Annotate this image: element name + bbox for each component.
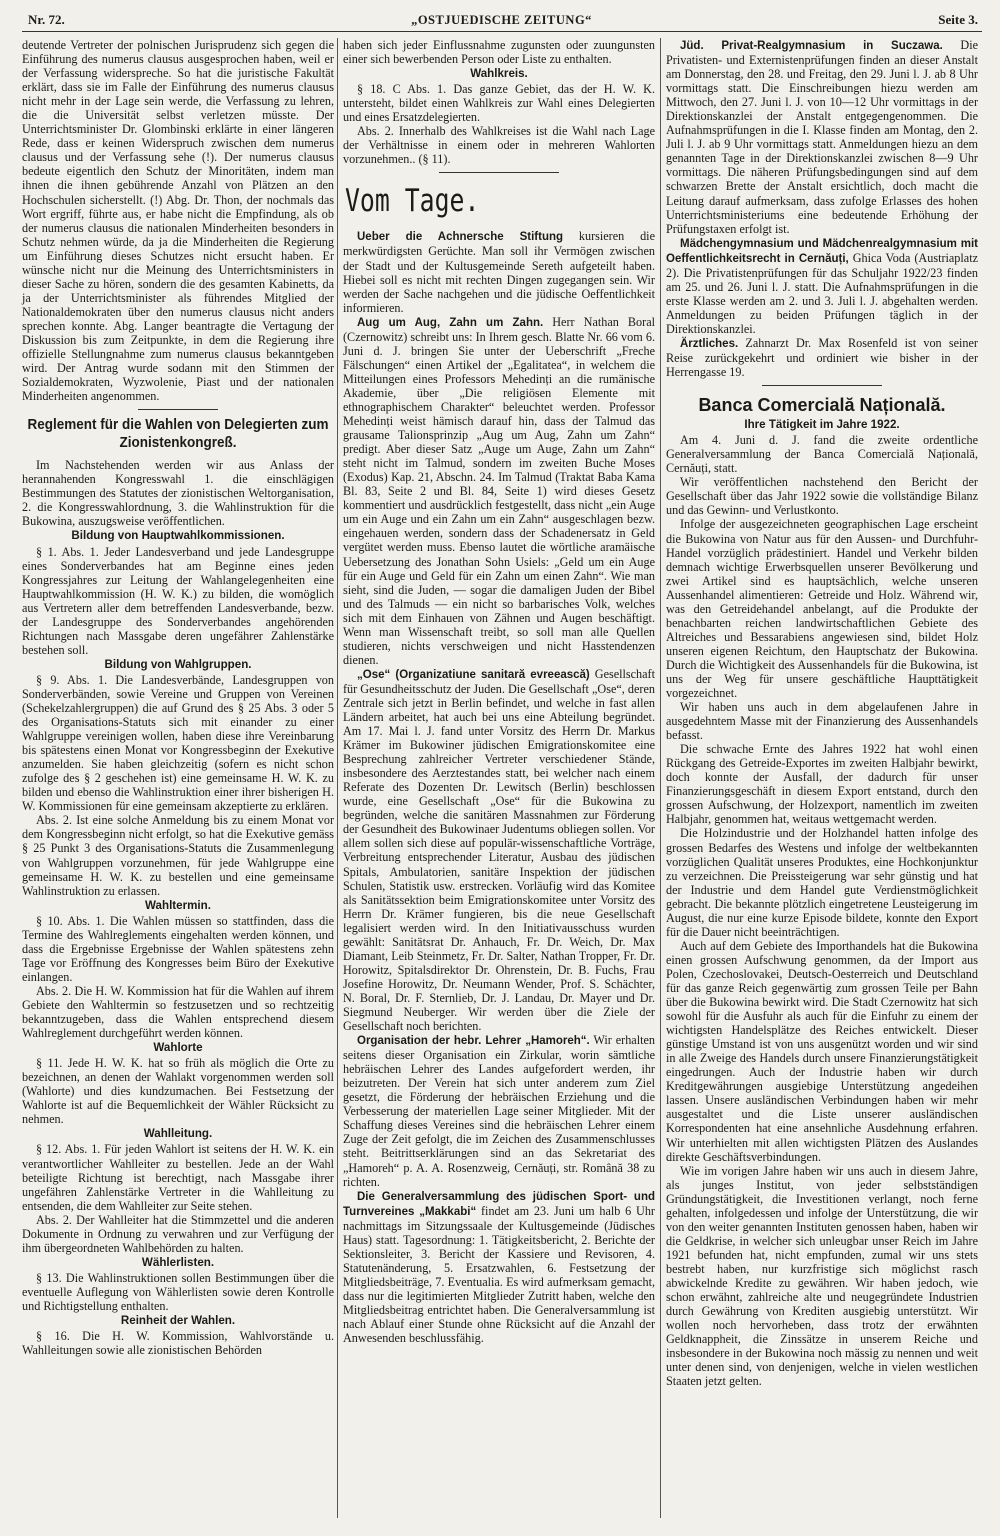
article-paragraph <box>666 1164 978 1389</box>
article-paragraph <box>22 1056 334 1126</box>
paragraph-text: § 9. Abs. 1. Die Landesverbände, Landesgruppen von Sonderverbänden, sowie Vereine und Gruppen von Vereinen (Schekelzahlergruppen) die auf Grund des § 25 Abs. 3 oder 5 des Organisations-Statuts sich mit einander zu einer Wahlgruppe vereinigen wollen, haben diese ihre Vereinbarung bis spätestens einen Monat vor Kongressbeginn der Exekutive anzumelden. Sie haben gleichzeitig (sofern es nicht schon zufolge des § 2 geschehen ist) eine gemeinsame H. W. K. zu bilden und ebenso die Wahlinstruktion einer ihrer bisherigen H. W. Kommissionen für eine gemeinsam akzeptierte zu erklären. <box>22 672 334 814</box>
article-headline-lead: Mädchengymnasium und Mädchenrealgymnasium mit Oeffentlichkeitsrecht in Cernăuți, <box>666 237 978 265</box>
paragraph-text: Wir erhalten seitens dieser Organisation ein Zirkular, worin sämtliche hebräischen Lehrer des Landes aufgefordert werden, ihr beizutreten. Der Verein hat sich unter anderem zum Ziel gesetzt, die Förderung der hebräischen Erziehung und die Verbesserung der materiellen Lage seiner Mitglieder. Mit der Schaffung dieses Vereines sind die hebräischen Lehrer einem Zuge der Zeit gefolgt, die im Zeichen des Zusammenschlusses steht. Beitrittserklärungen sind an das Sekretariat des „Hamoreh“ p. A. A. Rosenzweig, Cernăuți, str. Română 38 zu richten. <box>343 1033 655 1189</box>
article-paragraph <box>22 458 334 528</box>
article-paragraph <box>343 1189 655 1346</box>
article-headline-lead: Ärztliches. <box>680 337 739 350</box>
paragraph-text: Auch auf dem Gebiete des Importhandels hat die Bukowina einen grossen Aufschwung genommen, da der Import aus Polen, Czechoslovakei, Deutsch-Oesterreich und Deutschland für das ganze Reich gegenwärtig zum grossen Teile per Bahn über die Bukowina bewirkt wird. Die Stadt Czernowitz hat sich sowohl für die Ausfuhr als auch für die Einfuhr zu einem der wichtigsten Handelsplätze des Reiches entwickelt. Dieser günstige Umstand ist von uns ausgenützt worden und wir sind in alle Zweige des Handels durch unsere Finanzierungstätigkeit eingedrungen. Auch der Industrie haben wir durch Kreditgewährungen ausgiebige Unterstützung angedeihen lassen. Unsere ausländischen Verbindungen haben wir mehr ausgestaltet und die Liste unserer ausländischen Korrespondenten hat eine ansehnliche Ausdehnung erfahren. Wir unterhielten mit allen wichtigsten Plätzen des Auslandes direkte Geschäftsverbindungen. <box>666 938 978 1164</box>
paragraph-text: Zahnarzt Dr. Max Rosenfeld ist von seiner Reise zurückgekehrt und ordiniert wie bisher in der Herrengasse 19. <box>666 335 978 380</box>
paragraph-text: haben sich jeder Einflussnahme zugunsten oder zuungunsten einer sich bewerbenden Person oder Liste zu enthalten. <box>343 38 655 67</box>
section-divider <box>762 385 882 386</box>
paragraph-text: kursieren die merkwürdigsten Gerüchte. Man soll ihr Vermögen zwischen der Stadt und der Kultusgemeinde Sereth aufgeteilt haben. Hiebei soll es nicht mit rechten Dingen zugegangen sein. Wir werden der Sache nachgehen und die jüdische Oeffentlichkeit informieren. <box>343 229 655 315</box>
paragraph-text: Am 4. Juni d. J. fand die zweite ordentliche Generalversammlung der Banca Comercială Națională, Cernăuți, statt. <box>666 433 978 476</box>
article-headline-lead: Organisation der hebr. Lehrer „Hamoreh“. <box>357 1035 590 1048</box>
article-paragraph <box>666 517 978 700</box>
section-divider <box>138 409 218 410</box>
paragraph-text: Abs. 2. Die H. W. Kommission hat für die Wahlen auf ihrem Gebiete den Wahltermin so festzusetzen und so rechtzeitig bekanntzugeben, dass die Wahlen entsprechend diesem Wahlreglement durchgeführt werden können. <box>22 983 334 1041</box>
section-subheading: Wählerlisten. <box>141 1255 215 1269</box>
section-subheading: Wahlkreis. <box>470 67 528 81</box>
paragraph-text: Herr Nathan Boral (Czernowitz) schreibt uns: In Ihrem gesch. Blatte Nr. 66 vom 6. Juni d. J. bringen Sie unter der Ueberschrift „Freche Fälschungen“ einen Artikel der „Egalitatea“, in welchem die Mitteilungen eines Professors Mehedinți an die rumänische Akademie, über „Die religiösen Elemente mit ethnographischem Charakter“ beleuchtet werden. Professor Mehedinți weist hämisch darauf hin, dass der Talmud das grausame Talionsprinzip „Aug um Aug, Zahn um Zahn“ predigt. Aber dieser Satz „Auge um Auge, Zahn um Zahn“ steht nicht im Talmud, sondern im zweiten Buche Moses (Exodus) Kap. 21, Abschn. 24. Im Talmud (Traktat Baba Kama Bl. 83, Seite 2 und Bl. 84, Seite 1) wird dieses Gesetz kommentiert und ausdrücklich festgestellt, dass nicht „ein Auge um ein Auge und ein Zahn um ein Zahn“ ausgeschlagen bezw. eingehauen werden, sondern dass der Schadenersatz in Geld vergütet werden muss. Ebenso lautet die wörtliche aramäische Uebersetzung des Jonathan Sohn Usiels: „Geld um ein Auge für ein Auge und Geld für ein Zahn um einen Zahn“. Wie man sieht, sind die Juden, — sogar die damaligen Juden der Bibel und des Talmuds — ein nicht so barbarisches Volk, welches sich mit dem Einhauen von Zähnen und Augen beschäftigt. Wenn man Wissenschaft treibt, so soll man alle Quellen studieren, nichts verschweigen und nicht Hasstendenzen dienen. <box>343 314 655 667</box>
article-paragraph <box>666 700 978 742</box>
article-headline-lead: Ueber die Achnersche Stiftung <box>357 231 564 244</box>
article-paragraph <box>343 38 655 66</box>
section-subheading: Wahlleitung. <box>143 1127 213 1141</box>
paragraph-text: Wir veröffentlichen nachstehend den Bericht der Gesellschaft über das Jahr 1922 sowie die vollständige Bilanz und das Gewinn- und Verlustkonto. <box>666 475 978 518</box>
article-paragraph <box>666 236 978 336</box>
section-subheading: Wahlorte <box>153 1041 203 1055</box>
section-subheading: Bildung von Wahlgruppen. <box>104 657 252 671</box>
paragraph-text: § 16. Die H. W. Kommission, Wahlvorstände u. Wahlleitungen sowie alle zionistischen Behörden <box>22 1329 334 1358</box>
article-headline-lead: „Ose“ (Organizatiune sanitară evreească) <box>357 668 590 681</box>
paragraph-text: Ghica Voda (Austriaplatz 2). Die Privatistenprüfungen für das Schuljahr 1922/23 finden am 25. und 26. Juni l. J. statt. Die Aufnahmsprüfungen in die erste Klasse werden am 2. und 3. Juli l. J. abgehalten werden. Anmeldungen zu beiden Prüfungen täglich in der Direktionskanzlei. <box>666 250 978 336</box>
paragraph-text: Abs. 2. Ist eine solche Anmeldung bis zu einem Monat vor dem Kongressbeginn nicht erfolgt, so hat die Exekutive gemäss § 25 Punkt 3 des Organisations-Statuts die Zusammenlegung von Wahlgruppen vorzunehmen, für jede Wahlgruppe eine gemeinsame H. W. K. zu bestellen und eine gemeinsame Wahlinstruktion zu erlassen. <box>22 813 334 898</box>
article-paragraph <box>666 742 978 826</box>
section-subheading: Ihre Tätigkeit im Jahre 1922. <box>744 418 900 432</box>
paragraph-text: Gesellschaft für Gesundheitsschutz der Juden. Die Gesellschaft „Ose“, deren Zentrale sich jetzt in Berlin befindet, und welche in fast allen Ländern arbeitet, hat auch bei uns eine Abteilung begründet. Am 17. Mai l. J. fand unter Vorsitz des Herrn Dr. Markus Krämer im Bukowiner jüdischen Emigrationskomitee eine Besprechung zahlreicher Vertreter verschiedener Stände, insbesondere des Aerztestandes statt, bei welcher nach einem Referate des Dozenten Dr. Lewitsch (Berlin) beschlossen wurde, eine Gesellschaft „Ose“ für die Bukowina zu begründen, welche die sanitären Massnahmen zur Förderung der Gesundheit des Bukowinaer Judentums obliegen sollen. Vor allem sollen sich diese auf populär-wissenschaftliche Vorträge, Verbreitung entsprechender Literatur, Ausbau des jüdischen Spitals, Ambulatorien, sanitäre Inspektion der jüdischen Schulen, Statistik usw. erstrecken. Vorläufig wird das Komitee als Sanitätssektion beim Emigrationskomitee unter Vorsitz des Herrn Dr. Krämer fungieren, bis die neue Gesellschaft legalisiert werden wird. In den Initiativausschuss wurden gewählt: Sanitätsrat Dr. Anhauch, Fr. Dr. Weich, Dr. Max Diamant, Leib Steinmetz, Fr. Dr. Salter, Nathan Tropper, Fr. Dr. Horowitz, Spitalsdirektor Dr. Ohrenstein, Dr. B. Fuchs, Frau Josefine Horowitz, Dr. Neumann Wender, Prof. S. Schächter, N. Boral, Dr. F. Sternlieb, Dr. J. Landau, Dr. Mayer und Dr. Siegmund Neuberger. Wir werden über die Ziele der Gesellschaft noch berichten. <box>343 666 655 1034</box>
article-paragraph <box>666 433 978 475</box>
article-paragraph <box>22 984 334 1040</box>
article-paragraph <box>343 315 655 667</box>
column-divider <box>660 38 661 1518</box>
column-2 <box>343 38 655 1345</box>
paragraph-text: § 12. Abs. 1. Für jeden Wahlort ist seitens der H. W. K. ein verantwortlicher Wahlleiter zu bestellen. Jede an der Wahl beteiligte Richtung ist berechtigt, nach Massgabe ihrer ungefähren Zahlenstärke Vertreter in die Wahlleitung zu entsenden, die dem Wahlleiter zur Seite stehen. <box>22 1142 334 1213</box>
article-paragraph <box>666 38 978 236</box>
page-number: Seite 3. <box>938 12 978 27</box>
article-paragraph <box>666 939 978 1164</box>
paragraph-text: Abs. 2. Innerhalb des Wahlkreises ist die Wahl nach Lage der Verhältnisse in einem oder in mehreren Wahlorten vorzunehmen.. (§ 11). <box>343 124 655 167</box>
column-3 <box>666 38 978 1388</box>
article-paragraph <box>343 124 655 166</box>
article-heading: Reglement für die Wahlen von Delegierten zum Zionistenkongreß. <box>27 416 329 452</box>
article-headline-lead: Aug um Aug, Zahn um Zahn. <box>357 316 544 329</box>
article-paragraph <box>343 1033 655 1189</box>
page-header <box>28 10 978 30</box>
article-paragraph <box>22 545 334 657</box>
article-paragraph <box>666 826 978 938</box>
article-paragraph <box>22 1329 334 1357</box>
paragraph-text: § 11. Jede H. W. K. hat so früh als möglich die Orte zu bezeichnen, an denen der Wahlakt vorgenommen werden soll (Wahlorte) und dies kundzumachen. Bei Festsetzung der Wahlorte ist auf die Bequemlichkeit der Wähler Rücksicht zu nehmen. <box>22 1056 334 1127</box>
section-subheading: Wahltermin. <box>145 898 211 912</box>
paragraph-text: Die schwache Ernte des Jahres 1922 hat wohl einen Rückgang des Getreide-Exportes im zweiten Halbjahr bewirkt, doch konnte der Ausfall, der dadurch für unser Finanzierungsgeschäft in diesem Export entstand, durch den grossen Aufschwung, der Holzexport, namentlich im zweiten Halbjahr, genommen hat, weitaus wettgemacht werden. <box>666 742 978 827</box>
article-paragraph <box>22 914 334 984</box>
article-headline-lead: Jüd. Privat-Realgymnasium in Suczawa. <box>680 40 943 52</box>
issue-number: Nr. 72. <box>28 12 65 27</box>
paragraph-text: § 13. Die Wahlinstruktionen sollen Bestimmungen über die eventuelle Auflegung von Wählerlisten sowie deren Kontrolle und Richtigstellung enthalten. <box>22 1270 334 1313</box>
article-paragraph <box>666 475 978 517</box>
article-paragraph <box>22 813 334 897</box>
paragraph-text: findet am 23. Juni um halb 6 Uhr nachmittags im Sitzungssaale der Kultusgemeinde (Jüdisches Haus) statt. Tagesordnung: 1. Tätigkeitsbericht, 2. Berichte der Sektionsleiter, 3. Bericht der Kassiere und Revisoren, 4. Statutenänderung, 5. Ersatzwahlen, 6. Festsetzung der Mitgliedsbeiträge, 7. Eventualia. Es wird aufmerksam gemacht, dass nur die legitimierten Mitglieder Zutritt haben, welche den Mitgliedsbeitrag entrichtet haben. Die Generalversammlung ist nach Ablauf einer Stunde ohne Rücksicht auf die Anzahl der Anwesenden beschlussfähig. <box>343 1203 655 1346</box>
paragraph-text: Abs. 2. Der Wahlleiter hat die Stimmzettel und die anderen Dokumente in Ordnung zu verwahren und zur Verfügung der ihm übergeordneten Wahlbehörden zu halten. <box>22 1212 334 1255</box>
article-paragraph <box>22 1271 334 1313</box>
article-paragraph <box>666 336 978 379</box>
article-heading: Vom Tage. <box>345 183 480 220</box>
column-divider <box>337 38 338 1518</box>
newspaper-title: „OSTJUEDISCHE ZEITUNG“ <box>411 12 592 27</box>
paragraph-text: Infolge der ausgezeichneten geographischen Lage erscheint die Bukowina von Natur aus für den Aussen- und Durchfuhr-Handel vorzüglich prädestiniert. Handel und Verkehr bilden demnach wichtige Erwerbsquellen unserer Bevölkerung und zwei Artikel sind es hauptsächlich, welche unseren Aussenhandel alimentieren: Getreide und Holz. Während wir, was den Getreidehandel anbelangt, auf die Produkte der benachbarten reichen landwirtschaftlichen Gebiete des Altreiches und Bessarabiens angewiesen sind, bildet Holz unseren eigenen Reichtum, den Hauptschatz der Bukowina. Durch die Wichtigkeit des Aussenhandels für die Bukowina, ist uns der Weg für unsere geschäftliche Haupttätigkeit vorgezeichnet. <box>666 517 978 701</box>
article-paragraph <box>22 1142 334 1212</box>
article-paragraph <box>343 229 655 314</box>
section-divider <box>439 172 559 173</box>
section-subheading: Reinheit der Wahlen. <box>120 1314 236 1328</box>
article-paragraph <box>22 38 334 403</box>
paragraph-text: § 10. Abs. 1. Die Wahlen müssen so stattfinden, dass die Termine des Wahlreglements eingehalten werden können, und dass die Ergebnisse Ergebnisse der Wahlen spätestens zehn Tage vor Eröffnung des Kongresses beim Büro der Exekutive einlangen. <box>22 913 334 984</box>
header-rule <box>22 31 982 32</box>
article-paragraph <box>343 82 655 124</box>
paragraph-text: Wie im vorigen Jahre haben wir uns auch in diesem Jahre, als junges Institut, von jeder selbstständigen Gründungstätigkeit, die Investitionen verlangt, noch ferne gehalten, infolgedessen und infolge der Unterstützung, die wir von den weiter genannten Instituten genossen haben, haben wir die Geldkrise, in welcher sich unleugbar unser Reich im Jahre 1921 befunden hat, nicht empfunden, zumal wir uns stets bestrebt haben, nur kurzfristige sich möglichst rasch abwickelnde Kredite zu gewähren. Wir haben jedoch, wie schon erwähnt, zahlreiche alte und neugegründete Industrien durch Gewährung von Krediten ausgiebig unterstützt. Wir wollen noch hervorheben, dass trotz der erwähnten Geldknappheit, die Zinssätze in unserem Reiche und insbesondere in der Bukowina noch mässig zu nennen und weit unter denen sind, von denjenigen, welche in vielen westlichen Staaten jetzt gelten. <box>666 1163 978 1389</box>
article-headline-lead: Die Generalversammlung des jüdischen Sport- und Turnvereines „Makkabi“ <box>343 1190 655 1218</box>
paragraph-text: Die Privatisten- und Externistenprüfungen finden an dieser Anstalt am Donnerstag, den 28. und Freitag, den 29. Juni l. J. ab 8 Uhr vormittags statt. Die Einschreibungen hiezu werden am Mittwoch, den 27. Juni l. J. von 10—12 Uhr vormittags in der Direktionskanzlei der Anstalt entgegengenommen. Die Aufnahmsprüfungen in die I. Klasse finden am Montag, den 2. Juli l. J. ab 9 Uhr vormittags statt. Anmeldungen hiezu an dem genannten Tage in der Direktionskanzlei zwischen 8—9 Uhr vormittags. Die näheren Prüfungsbedingungen sind auf dem schwarzen Brette der Anstalt ersichtlich, doch macht die Leitung darauf aufmerksam, dass zufolge Erlasses des hohen Unterrichtsministeriums eine bedeutende Erhöhung der Prüfungstaxen erfolgt ist. <box>666 38 978 236</box>
article-paragraph <box>22 673 334 813</box>
section-subheading: Bildung von Hauptwahlkommissionen. <box>71 529 285 543</box>
paragraph-text: Die Holzindustrie und der Holzhandel hatten infolge des grossen Bedarfes des Westens und infolge der weltbekannten vorzüglichen Qualität unseres Produktes, eine Hochkonjunktur zu verzeichnen. Die Preissteigerung war sehr günstig und hat der Industrie und dem Handel gute Verdienstmöglichkeit gebracht. Die bekannte plötzlich eingetretene Leusteigerung im August, die nur eine kurze Episode bildete, konnte den Export für die Dauer nicht beeinträchtigen. <box>666 826 978 939</box>
article-paragraph <box>22 1213 334 1255</box>
article-paragraph <box>343 667 655 1033</box>
paragraph-text: § 18. C Abs. 1. Das ganze Gebiet, das der H. W. K. untersteht, bildet einen Wahlkreis zur Wahl eines Delegierten und eines Ersatzdelegierten. <box>343 82 655 125</box>
paragraph-text: Im Nachstehenden werden wir aus Anlass der herannahenden Kongresswahl 1. die einschlägigen Bestimmungen des Statutes der zionistischen Weltorganisation, 2. die Kongresswahlordnung, 3. die Wahlinstruktion für die Bukowina, auszugsweise veröffentlichen. <box>22 458 334 529</box>
paragraph-text: Wir haben uns auch in dem abgelaufenen Jahre in ausgedehntem Masse mit der Finanzierung des Aussenhandels befasst. <box>666 700 978 743</box>
article-heading: Banca Comercială Națională. <box>698 395 946 416</box>
paragraph-text: deutende Vertreter der polnischen Jurisprudenz sich gegen die Einführung des numerus clausus ausgesprochen haben, weil er der Verfassung widerspreche. So hat die juristische Fakultät erklärt, dass sie im Falle der Einführung des numerus clausus nicht mehr in der Lage sein werde, die Verfassung zu lehren, die die Universität selbst verletzen müsste. Der Unterrichtsminister Dr. Glombinski erklärte in einer längeren Rede, dass er keinen Widerspruch zwischen dem numerus clausus und der Verfassung sehe (!). Der numerus clausus bedeute eigentlich den Schutz der Minoritäten, indem man ihnen die ihnen gebührende Anzahl von Plätzen an den Hochschulen sicherstellt. (!) Abg. Dr. Thon, der nochmals das Wort ergriff, führte aus, er habe nicht die Empfindung, als ob der numerus clausus die nationalen Minderheiten besonders in Schutz nehmen würde, da ja die Minderheiten die Regierung um Einführung dieses Schutzes nicht ersucht haben. Er wünsche nicht nur die Meinung des Unterrichtsministers in dieser Sache zu hören, sondern die des gesamten Kabinetts, da ja der Unterrichtsminister als führendes Mitglied der Nationaldemokraten über den numerus clausus nicht anders sprechen konnte. Abg. Langer beantragte die Vertagung der Diskussion bis zum Zeitpunkte, in dem die Regierung ihre offizielle Stellungnahme zum numerus clausus bekanntgeben wird. Der Antrag wurde sodann mit den Stimmen der Sozialdemokraten, Wyzwolenie, Piast und der nationalen Minderheiten angenommen. <box>22 38 334 404</box>
paragraph-text: § 1. Abs. 1. Jeder Landesverband und jede Landesgruppe eines Sonderverbandes hat am Beginne eines jeden Kongressjahres zur Leitung der Wahlangelegenheiten eine Hauptwahlkommission (H. W. K.) zu bilden, die womöglich aus Vertretern aller dem betreffenden Landesverbande, bezw. der Landesgruppe des Sonderverbandes angehörenden Richtungen nach Massgabe deren ungefährer Zahlenstärke bestehen soll. <box>22 544 334 657</box>
column-1 <box>22 38 334 1357</box>
